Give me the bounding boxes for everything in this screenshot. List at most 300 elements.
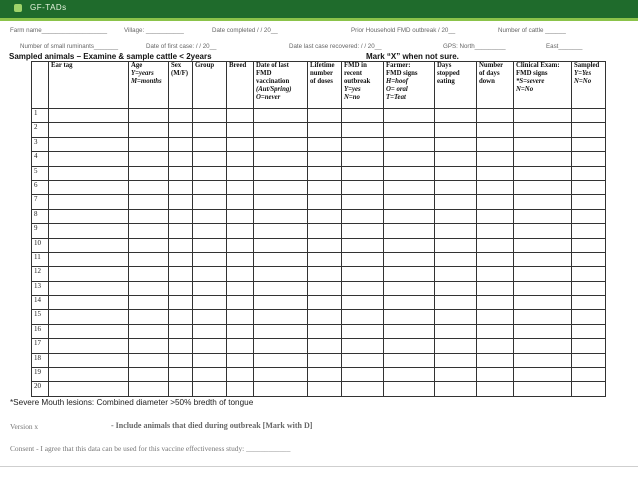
table-cell[interactable] — [49, 123, 129, 137]
row-number: 17 — [32, 339, 49, 353]
table-cell[interactable] — [572, 267, 606, 281]
table-cell[interactable] — [384, 180, 435, 194]
table-cell[interactable] — [435, 238, 477, 252]
table-cell[interactable] — [435, 137, 477, 151]
row-number: 7 — [32, 195, 49, 209]
table-cell[interactable] — [193, 123, 227, 137]
table-cell[interactable] — [435, 224, 477, 238]
table-cell[interactable] — [227, 109, 254, 123]
table-cell[interactable] — [435, 296, 477, 310]
table-cell[interactable] — [308, 339, 342, 353]
table-cell[interactable] — [254, 166, 308, 180]
table-cell[interactable] — [514, 209, 572, 223]
table-cell[interactable] — [193, 152, 227, 166]
table-cell[interactable] — [572, 166, 606, 180]
table-cell[interactable] — [477, 382, 514, 396]
table-cell[interactable] — [227, 353, 254, 367]
table-cell[interactable] — [129, 281, 169, 295]
table-cell[interactable] — [129, 209, 169, 223]
table-cell[interactable] — [169, 195, 193, 209]
table-cell[interactable] — [308, 109, 342, 123]
table-cell[interactable] — [384, 368, 435, 382]
table-cell[interactable] — [477, 238, 514, 252]
table-cell[interactable] — [49, 224, 129, 238]
table-cell[interactable] — [169, 166, 193, 180]
table-cell[interactable] — [384, 296, 435, 310]
table-row — [32, 368, 606, 382]
table-cell[interactable] — [572, 152, 606, 166]
table-cell[interactable] — [193, 324, 227, 338]
row-number: 18 — [32, 353, 49, 367]
table-cell[interactable] — [435, 368, 477, 382]
table-cell[interactable] — [49, 353, 129, 367]
table-cell[interactable] — [477, 195, 514, 209]
table-cell[interactable] — [129, 353, 169, 367]
table-cell[interactable] — [129, 137, 169, 151]
table-cell[interactable] — [435, 252, 477, 266]
table-cell[interactable] — [514, 166, 572, 180]
table-cell[interactable] — [169, 339, 193, 353]
table-cell[interactable] — [477, 310, 514, 324]
table-cell[interactable] — [342, 123, 384, 137]
table-cell[interactable] — [169, 123, 193, 137]
column-header — [342, 62, 384, 109]
table-cell[interactable] — [129, 310, 169, 324]
table-cell[interactable] — [193, 180, 227, 194]
table-cell[interactable] — [129, 339, 169, 353]
row-number: 13 — [32, 281, 49, 295]
table-cell[interactable] — [169, 382, 193, 396]
table-cell[interactable] — [308, 353, 342, 367]
table-cell[interactable] — [435, 310, 477, 324]
table-cell[interactable] — [193, 209, 227, 223]
table-cell[interactable] — [227, 252, 254, 266]
table-cell[interactable] — [435, 209, 477, 223]
table-cell[interactable] — [572, 224, 606, 238]
table-row — [32, 281, 606, 295]
table-cell[interactable] — [129, 180, 169, 194]
table-cell[interactable] — [514, 324, 572, 338]
table-cell[interactable] — [514, 109, 572, 123]
table-cell[interactable] — [227, 310, 254, 324]
table-cell[interactable] — [227, 152, 254, 166]
table-cell[interactable] — [384, 267, 435, 281]
row-number: 19 — [32, 368, 49, 382]
table-cell[interactable] — [308, 324, 342, 338]
table-cell[interactable] — [514, 123, 572, 137]
table-cell[interactable] — [435, 109, 477, 123]
table-cell[interactable] — [254, 281, 308, 295]
table-cell[interactable] — [193, 166, 227, 180]
table-cell[interactable] — [435, 339, 477, 353]
table-cell[interactable] — [477, 180, 514, 194]
table-cell[interactable] — [342, 166, 384, 180]
row-number: 12 — [32, 267, 49, 281]
table-cell[interactable] — [435, 123, 477, 137]
table-cell[interactable] — [193, 252, 227, 266]
table-cell[interactable] — [435, 195, 477, 209]
table-cell[interactable] — [477, 152, 514, 166]
table-cell[interactable] — [308, 137, 342, 151]
table-cell[interactable] — [129, 252, 169, 266]
table-cell[interactable] — [129, 123, 169, 137]
column-header — [384, 62, 435, 109]
table-row — [32, 267, 606, 281]
table-cell[interactable] — [435, 267, 477, 281]
table-cell[interactable] — [384, 353, 435, 367]
table-cell[interactable] — [308, 238, 342, 252]
table-cell[interactable] — [193, 267, 227, 281]
table-cell[interactable] — [49, 382, 129, 396]
table-cell[interactable] — [342, 324, 384, 338]
table-cell[interactable] — [308, 252, 342, 266]
table-cell[interactable] — [227, 166, 254, 180]
table-cell[interactable] — [572, 339, 606, 353]
gps-north-field: GPS: North_________ — [443, 43, 506, 50]
table-cell[interactable] — [254, 368, 308, 382]
table-cell[interactable] — [308, 152, 342, 166]
table-cell[interactable] — [169, 209, 193, 223]
table-cell[interactable] — [308, 209, 342, 223]
table-cell[interactable] — [227, 123, 254, 137]
section-title: Sampled animals – Examine & sample cattle < 2years — [9, 52, 212, 61]
table-cell[interactable] — [49, 267, 129, 281]
table-cell[interactable] — [342, 238, 384, 252]
table-cell[interactable] — [514, 382, 572, 396]
table-cell[interactable] — [254, 310, 308, 324]
table-cell[interactable] — [308, 382, 342, 396]
table-cell[interactable] — [193, 296, 227, 310]
table-cell[interactable] — [193, 310, 227, 324]
table-cell[interactable] — [572, 195, 606, 209]
table-cell[interactable] — [572, 353, 606, 367]
table-cell[interactable] — [477, 339, 514, 353]
table-cell[interactable] — [477, 281, 514, 295]
table-cell[interactable] — [129, 195, 169, 209]
table-cell[interactable] — [435, 180, 477, 194]
table-cell[interactable] — [514, 310, 572, 324]
column-header-label: Number of days down — [479, 62, 504, 85]
table-cell[interactable] — [227, 281, 254, 295]
table-cell[interactable] — [342, 195, 384, 209]
table-cell[interactable] — [169, 252, 193, 266]
table-cell[interactable] — [572, 109, 606, 123]
table-cell[interactable] — [572, 123, 606, 137]
table-cell[interactable] — [308, 123, 342, 137]
table-cell[interactable] — [129, 238, 169, 252]
table-cell[interactable] — [384, 382, 435, 396]
table-cell[interactable] — [477, 252, 514, 266]
table-cell[interactable] — [49, 195, 129, 209]
table-cell[interactable] — [477, 137, 514, 151]
table-cell[interactable] — [572, 209, 606, 223]
table-cell[interactable] — [514, 339, 572, 353]
table-cell[interactable] — [384, 281, 435, 295]
table-cell[interactable] — [254, 195, 308, 209]
column-header-label: Sampled — [574, 62, 600, 69]
table-cell[interactable] — [49, 296, 129, 310]
table-cell[interactable] — [342, 310, 384, 324]
table-cell[interactable] — [193, 238, 227, 252]
table-cell[interactable] — [129, 109, 169, 123]
table-cell[interactable] — [193, 382, 227, 396]
table-cell[interactable] — [49, 209, 129, 223]
table-cell[interactable] — [342, 296, 384, 310]
table-cell[interactable] — [308, 368, 342, 382]
table-cell[interactable] — [193, 281, 227, 295]
table-cell[interactable] — [193, 109, 227, 123]
table-cell[interactable] — [514, 296, 572, 310]
table-cell[interactable] — [572, 310, 606, 324]
table-row — [32, 382, 606, 396]
table-cell[interactable] — [308, 267, 342, 281]
table-cell[interactable] — [227, 324, 254, 338]
table-cell[interactable] — [254, 123, 308, 137]
table-cell[interactable] — [169, 281, 193, 295]
table-cell[interactable] — [254, 109, 308, 123]
table-cell[interactable] — [227, 238, 254, 252]
brand-text: GF-TADs — [30, 3, 67, 12]
table-cell[interactable] — [129, 296, 169, 310]
table-cell[interactable] — [342, 252, 384, 266]
table-cell[interactable] — [477, 166, 514, 180]
table-cell[interactable] — [514, 353, 572, 367]
table-header-row — [32, 62, 606, 109]
table-cell[interactable] — [308, 310, 342, 324]
table-cell[interactable] — [49, 152, 129, 166]
table-cell[interactable] — [49, 137, 129, 151]
table-cell[interactable] — [572, 252, 606, 266]
table-cell[interactable] — [477, 296, 514, 310]
table-cell[interactable] — [514, 152, 572, 166]
table-cell[interactable] — [435, 324, 477, 338]
table-cell[interactable] — [308, 195, 342, 209]
column-header-note: Y=years M=months — [131, 70, 162, 85]
table-cell[interactable] — [169, 152, 193, 166]
table-row — [32, 123, 606, 137]
table-cell[interactable] — [514, 368, 572, 382]
version-label: Version x — [10, 422, 39, 431]
table-cell[interactable] — [572, 382, 606, 396]
table-cell[interactable] — [227, 339, 254, 353]
table-cell[interactable] — [227, 180, 254, 194]
table-cell[interactable] — [514, 238, 572, 252]
table-cell[interactable] — [49, 109, 129, 123]
table-cell[interactable] — [227, 382, 254, 396]
table-cell[interactable] — [49, 281, 129, 295]
table-cell[interactable] — [342, 267, 384, 281]
severe-lesions-note: *Severe Mouth lesions: Combined diameter >50% bredth of tongue — [10, 398, 254, 407]
table-cell[interactable] — [193, 368, 227, 382]
table-cell[interactable] — [129, 324, 169, 338]
table-cell[interactable] — [308, 281, 342, 295]
table-cell[interactable] — [49, 252, 129, 266]
table-cell[interactable] — [193, 353, 227, 367]
table-cell[interactable] — [514, 281, 572, 295]
table-cell[interactable] — [227, 137, 254, 151]
table-cell[interactable] — [254, 324, 308, 338]
table-cell[interactable] — [254, 267, 308, 281]
table-cell[interactable] — [254, 296, 308, 310]
number-cattle-field: Number of cattle ______ — [498, 27, 566, 34]
table-cell[interactable] — [477, 123, 514, 137]
table-cell[interactable] — [514, 267, 572, 281]
table-cell[interactable] — [384, 324, 435, 338]
table-cell[interactable] — [435, 382, 477, 396]
table-cell[interactable] — [477, 267, 514, 281]
date-last-recovered-field: Date last case recovered: / / 20__ — [289, 43, 382, 50]
column-header-label: Clinical Exam: FMD signs — [516, 62, 560, 77]
table-cell[interactable] — [49, 166, 129, 180]
table-cell[interactable] — [254, 180, 308, 194]
table-cell[interactable] — [384, 109, 435, 123]
table-cell[interactable] — [435, 353, 477, 367]
table-cell[interactable] — [129, 368, 169, 382]
column-header-label: Age — [131, 62, 143, 69]
table-cell[interactable] — [49, 339, 129, 353]
table-cell[interactable] — [49, 324, 129, 338]
table-cell[interactable] — [384, 209, 435, 223]
table-cell[interactable] — [514, 195, 572, 209]
table-cell[interactable] — [129, 382, 169, 396]
table-cell[interactable] — [193, 224, 227, 238]
table-cell[interactable] — [49, 368, 129, 382]
table-cell[interactable] — [193, 137, 227, 151]
table-cell[interactable] — [384, 166, 435, 180]
table-cell[interactable] — [169, 267, 193, 281]
table-cell[interactable] — [169, 137, 193, 151]
table-cell[interactable] — [342, 382, 384, 396]
table-cell[interactable] — [514, 224, 572, 238]
table-cell[interactable] — [49, 238, 129, 252]
table-cell[interactable] — [49, 180, 129, 194]
table-cell[interactable] — [342, 109, 384, 123]
table-cell[interactable] — [384, 152, 435, 166]
table-cell[interactable] — [254, 209, 308, 223]
row-number: 5 — [32, 166, 49, 180]
table-cell[interactable] — [384, 224, 435, 238]
column-header-label: Days stopped eating — [437, 62, 460, 85]
table-cell[interactable] — [477, 324, 514, 338]
table-cell[interactable] — [342, 152, 384, 166]
table-cell[interactable] — [169, 296, 193, 310]
table-cell[interactable] — [477, 353, 514, 367]
row-number: 3 — [32, 137, 49, 151]
table-cell[interactable] — [227, 195, 254, 209]
table-cell[interactable] — [384, 123, 435, 137]
table-cell[interactable] — [308, 224, 342, 238]
table-cell[interactable] — [342, 180, 384, 194]
table-cell[interactable] — [342, 368, 384, 382]
table-cell[interactable] — [477, 224, 514, 238]
table-cell[interactable] — [129, 152, 169, 166]
table-cell[interactable] — [254, 353, 308, 367]
table-cell[interactable] — [129, 267, 169, 281]
table-cell[interactable] — [384, 252, 435, 266]
table-cell[interactable] — [169, 368, 193, 382]
table-cell[interactable] — [572, 368, 606, 382]
table-cell[interactable] — [514, 137, 572, 151]
table-cell[interactable] — [254, 224, 308, 238]
table-cell[interactable] — [435, 281, 477, 295]
table-cell[interactable] — [308, 180, 342, 194]
table-cell[interactable] — [254, 339, 308, 353]
table-cell[interactable] — [227, 209, 254, 223]
table-cell[interactable] — [254, 252, 308, 266]
table-cell[interactable] — [169, 238, 193, 252]
table-cell[interactable] — [572, 281, 606, 295]
table-cell[interactable] — [477, 109, 514, 123]
table-cell[interactable] — [227, 368, 254, 382]
table-cell[interactable] — [129, 224, 169, 238]
table-cell[interactable] — [227, 267, 254, 281]
table-cell[interactable] — [342, 353, 384, 367]
table-cell[interactable] — [169, 324, 193, 338]
table-cell[interactable] — [227, 296, 254, 310]
table-cell[interactable] — [193, 339, 227, 353]
date-completed-field: Date completed / / 20__ — [212, 27, 278, 34]
table-cell[interactable] — [572, 137, 606, 151]
table-cell[interactable] — [572, 296, 606, 310]
table-cell[interactable] — [572, 180, 606, 194]
table-cell[interactable] — [384, 339, 435, 353]
table-cell[interactable] — [384, 310, 435, 324]
table-cell[interactable] — [254, 152, 308, 166]
table-cell[interactable] — [169, 353, 193, 367]
table-cell[interactable] — [342, 209, 384, 223]
table-cell[interactable] — [572, 324, 606, 338]
table-cell[interactable] — [169, 224, 193, 238]
table-row — [32, 180, 606, 194]
table-cell[interactable] — [384, 195, 435, 209]
table-row — [32, 310, 606, 324]
table-cell[interactable] — [384, 137, 435, 151]
row-number: 8 — [32, 209, 49, 223]
table-cell[interactable] — [342, 339, 384, 353]
date-first-case-field: Date of first case: / / 20__ — [146, 43, 217, 50]
east-field: East_______ — [546, 43, 583, 50]
table-cell[interactable] — [514, 180, 572, 194]
table-cell[interactable] — [435, 166, 477, 180]
table-cell[interactable] — [384, 238, 435, 252]
table-cell[interactable] — [254, 382, 308, 396]
column-header — [49, 62, 129, 109]
table-cell[interactable] — [477, 209, 514, 223]
logo-icon — [14, 4, 22, 12]
table-cell[interactable] — [227, 224, 254, 238]
table-cell[interactable] — [342, 137, 384, 151]
table-cell[interactable] — [193, 195, 227, 209]
table-row — [32, 324, 606, 338]
table-cell[interactable] — [342, 224, 384, 238]
table-cell[interactable] — [49, 310, 129, 324]
table-row — [32, 209, 606, 223]
table-cell[interactable] — [308, 166, 342, 180]
table-cell[interactable] — [342, 281, 384, 295]
table-cell[interactable] — [435, 152, 477, 166]
table-cell[interactable] — [254, 238, 308, 252]
table-cell[interactable] — [572, 238, 606, 252]
table-cell[interactable] — [308, 296, 342, 310]
table-cell[interactable] — [514, 252, 572, 266]
table-cell[interactable] — [169, 310, 193, 324]
row-number: 9 — [32, 224, 49, 238]
table-cell[interactable] — [129, 166, 169, 180]
table-cell[interactable] — [254, 137, 308, 151]
table-cell[interactable] — [477, 368, 514, 382]
table-cell[interactable] — [169, 109, 193, 123]
table-cell[interactable] — [169, 180, 193, 194]
